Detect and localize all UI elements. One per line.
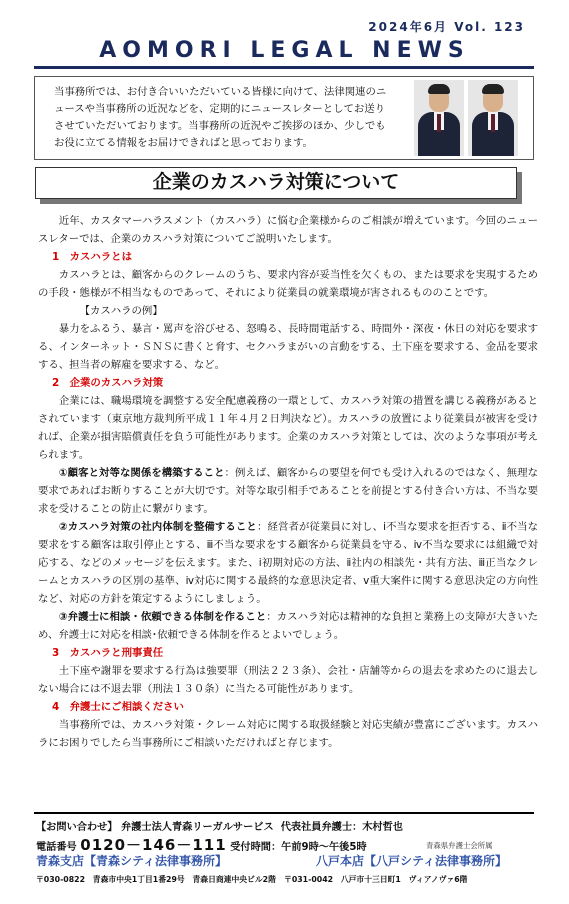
measure-3-text: ：カスハラ対応は精神的な負担と業務上の支障が大きいため、弁護士に対応を相談･依頼できる体制を作るとよいでしょう。 xyxy=(38,611,539,641)
measure-1 xyxy=(38,464,538,518)
intro-text: 当事務所では、お付き合いいただいている皆様に向けて、法律関連のニュースや当事務所の近況などを、定期的にニュースレターとしてお送りさせていただいております。当事務所の近況やご挨拶のほか、少しでもお役に立てる情報をお届けできればと思っております。 xyxy=(54,86,387,149)
section-3-heading: 3 カスハラと刑事責任 xyxy=(52,647,164,659)
firm-name: 弁護士法人青森リーガルサービス xyxy=(121,822,274,833)
section-4-heading: 4 弁護士にご相談ください xyxy=(52,701,184,713)
address-hachinohe: 〒031-0042 八戸市十三日町1 ヴィアノヴァ6階 xyxy=(284,875,468,884)
measure-3 xyxy=(38,608,538,644)
bar-association: 青森県弁護士会所属 xyxy=(426,841,493,850)
addresses xyxy=(36,874,467,885)
aomori-branch xyxy=(36,852,227,869)
branch-1-name: 青森支店 xyxy=(36,854,85,868)
phone-number[interactable]: 0120－146－111 xyxy=(80,836,227,854)
lawyer-photo-1 xyxy=(414,80,464,156)
article-title: 企業のカスハラ対策について xyxy=(35,167,517,199)
representative: 代表社員弁護士：木村哲也 xyxy=(280,822,403,833)
lawyer-photo-2 xyxy=(468,80,518,156)
header-rule xyxy=(34,66,534,69)
article-body xyxy=(38,212,538,752)
section-4-paragraph: 当事務所では、カスハラ対策・クレーム対応に関する取扱経験と対応実績が豊富にございます。カスハラにお困りでしたら当事務所にご相談いただければと存じます。 xyxy=(38,719,538,749)
address-aomori: 〒030-0822 青森市中央1丁目1番29号 青森日商連中央ビル2階 xyxy=(36,875,276,884)
business-hours: 受付時間：午前9時～午後5時 xyxy=(230,842,367,853)
phone-label: 電話番号 xyxy=(36,842,77,853)
branch-1-office: 【青森シティ法律事務所】 xyxy=(84,854,228,868)
footer-rule xyxy=(34,812,534,814)
issue-info: 2024年6月 Vol. 123 xyxy=(368,20,525,34)
example-paragraph: 暴力をふるう、暴言・罵声を浴びせる、怒鳴る、長時間電話する、時間外・深夜・休日の対応を要求する、インターネット・ＳＮＳに書くと脅す、セクハラまがいの言動をする、土下座を要求する、金品を要求する、担当者の解雇を要求する、など。 xyxy=(38,323,538,371)
masthead: AOMORI LEGAL NEWS xyxy=(99,38,470,63)
example-label: 【カスハラの例】 xyxy=(79,305,163,317)
section-2-heading: 2 企業のカスハラ対策 xyxy=(52,377,164,389)
contact-label: 【お問い合わせ】 xyxy=(36,822,118,833)
measure-2-heading: ②カスハラ対策の社内体制を整備すること xyxy=(58,521,257,533)
measure-1-text: ：例えば、顧客からの要望を何でも受け入れるのではなく、無理な要求であればお断りすることが大切です。対等な取引相手であることを前提とする付き合い方は、不当な要求を受けることの防止に繋がります。 xyxy=(38,467,538,515)
measure-3-heading: ③弁護士に相談・依頼できる体制を作ること xyxy=(58,611,267,623)
measure-2 xyxy=(38,518,538,608)
measure-2-text: ：経営者が従業員に対し、ⅰ不当な要求を拒否する、ⅱ不当な要求をする顧客は取引停止とする、ⅲ不当な要求をする顧客から従業員を守る、ⅳ不当な要求には組織で対応する、などのメッセージを伝えます。また、ⅰ初期対応の方法、ⅱ社内の相談先・共有方法、ⅲ正当なクレームとカスハラの区別の基準、ⅳ対応に関する最終的な意思決定者、ⅴ重大案件に関する意思決定の方向性など、対応の方針を策定するようにしましょう。 xyxy=(38,521,539,605)
hachinohe-branch xyxy=(316,852,507,869)
section-1-heading: 1 カスハラとは xyxy=(52,251,132,263)
contact-line xyxy=(36,818,403,833)
branch-2-office: 【八戸シティ法律事務所】 xyxy=(364,854,508,868)
section-3-paragraph: 土下座や謝罪を要求する行為は強要罪（刑法２２３条）、会社・店舗等からの退去を求めたのに退去しない場合には不退去罪（刑法１３０条）に当たる可能性があります。 xyxy=(38,665,538,695)
section-1-paragraph: カスハラとは、顧客からのクレームのうち、要求内容が妥当性を欠くもの、または要求を実現するための手段・態様が不相当なものであって、それにより従業員の就業環境が害されるもののことです。 xyxy=(38,269,538,299)
lead-paragraph: 近年、カスタマーハラスメント（カスハラ）に悩む企業様からのご相談が増えています。今回のニュースレターでは、企業のカスハラ対策についてご説明いたします。 xyxy=(38,215,538,245)
measure-1-heading: ①顧客と対等な関係を構築すること xyxy=(58,467,225,479)
section-2-paragraph: 企業には、職場環境を調整する安全配慮義務の一環として、カスハラ対策の措置を講じる義務があるとされています（東京地方裁判所平成１１年４月２日判決など）。カスハラの放置により従業員が被害を受ければ、企業が損害賠償責任を負う可能性があります。企業のカスハラ対策としては、次のような事項が考えられます。 xyxy=(38,395,538,461)
branch-2-name: 八戸本店 xyxy=(316,854,365,868)
